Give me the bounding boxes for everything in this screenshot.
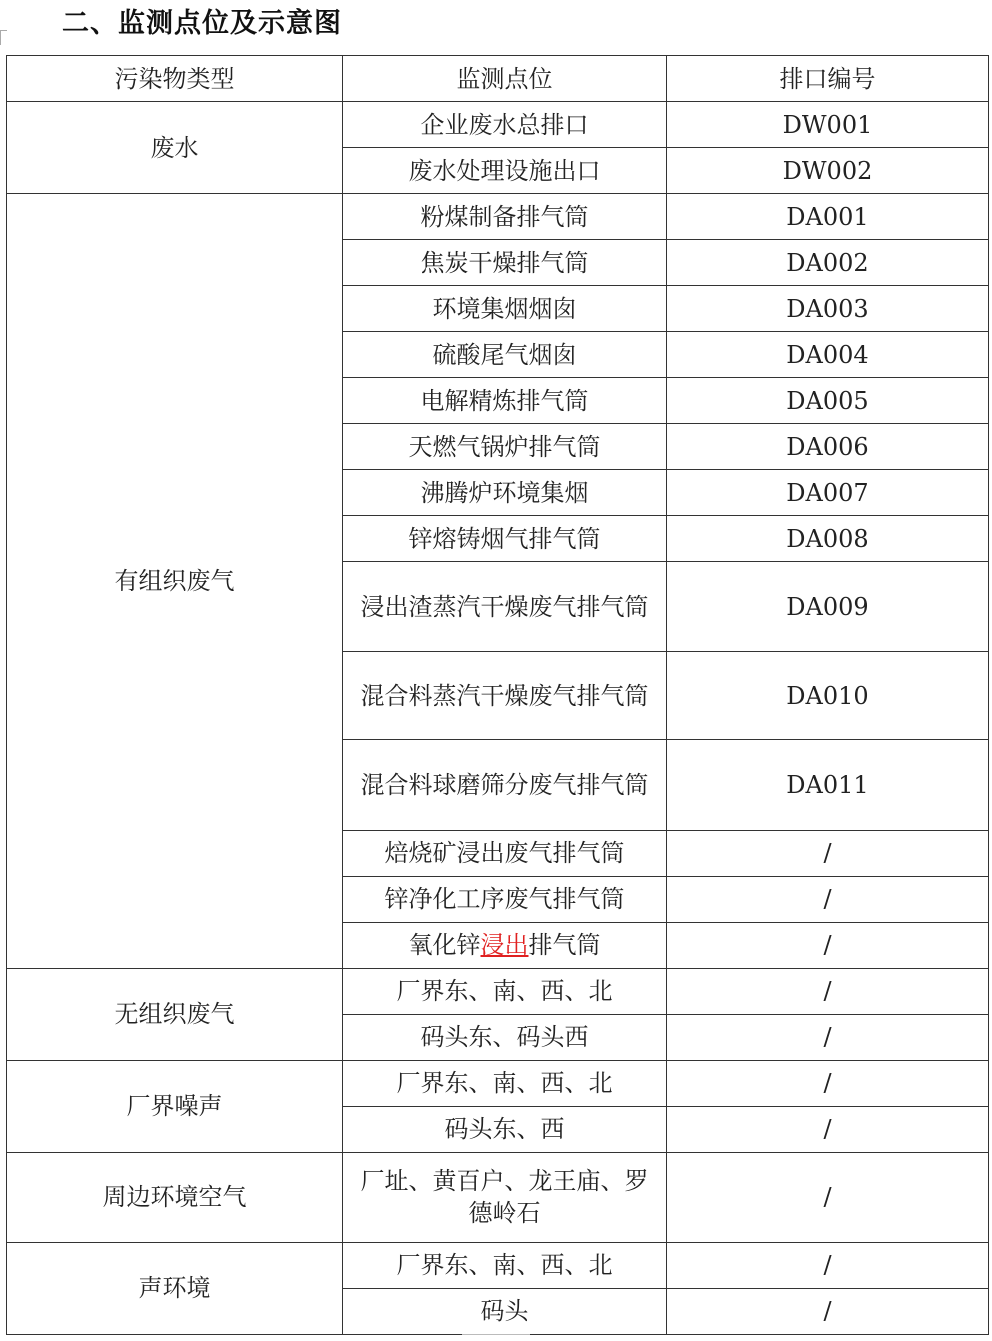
outlet-code-cell: DA008 [667,516,989,562]
pollutant-type-cell: 周边环境空气 [7,1152,343,1242]
pollutant-type-cell: 废水 [7,102,343,194]
header-outlet-code: 排口编号 [667,56,989,102]
pollutant-type-cell: 厂界噪声 [7,1060,343,1152]
pollutant-type-cell: 有组织废气 [7,194,343,969]
monitoring-point-cell: 天燃气锅炉排气筒 [343,424,667,470]
monitoring-point-cell: 混合料球磨筛分废气排气筒 [343,740,667,830]
outlet-code-cell: / [667,830,989,876]
outlet-code-cell: DA007 [667,470,989,516]
point-text-suffix: 排气筒 [528,931,601,960]
table-row [7,102,989,148]
monitoring-points-table [6,55,989,1335]
table-row [7,1060,989,1106]
outlet-code-cell: / [667,1060,989,1106]
outlet-code-cell: / [667,1152,989,1242]
table-row [7,968,989,1014]
monitoring-point-cell: 厂址、黄百户、龙王庙、罗德岭石 [343,1152,667,1242]
outlet-code-cell: / [667,1242,989,1288]
monitoring-point-cell: 硫酸尾气烟囱 [343,332,667,378]
header-monitoring-point: 监测点位 [343,56,667,102]
header-pollutant-type: 污染物类型 [7,56,343,102]
highlighted-link[interactable]: 浸出 [480,931,529,960]
outlet-code-cell: DA002 [667,240,989,286]
table-row [7,1242,989,1288]
monitoring-point-cell [343,922,667,968]
monitoring-point-cell: 厂界东、南、西、北 [343,968,667,1014]
monitoring-point-cell: 混合料蒸汽干燥废气排气筒 [343,652,667,740]
monitoring-point-cell: 浸出渣蒸汽干燥废气排气筒 [343,562,667,652]
monitoring-point-cell: 厂界东、南、西、北 [343,1242,667,1288]
monitoring-point-cell: 码头东、西 [343,1106,667,1152]
outlet-code-cell: / [667,876,989,922]
outlet-code-cell: DA003 [667,286,989,332]
monitoring-point-cell: 锌熔铸烟气排气筒 [343,516,667,562]
monitoring-point-cell: 码头 [343,1288,667,1334]
outlet-code-cell: DW001 [667,102,989,148]
outlet-code-cell: / [667,1288,989,1334]
outlet-code-cell: / [667,1014,989,1060]
monitoring-point-cell: 粉煤制备排气筒 [343,194,667,240]
outlet-code-cell: DA004 [667,332,989,378]
point-text-prefix: 氧化锌 [408,931,481,960]
outlet-code-cell: DA006 [667,424,989,470]
monitoring-point-cell: 环境集烟烟囱 [343,286,667,332]
monitoring-point-cell: 厂界东、南、西、北 [343,1060,667,1106]
outlet-code-cell: / [667,968,989,1014]
outlet-code-cell: DA010 [667,652,989,740]
pollutant-type-cell: 无组织废气 [7,968,343,1060]
outlet-code-cell: / [667,1106,989,1152]
monitoring-point-cell: 企业废水总排口 [343,102,667,148]
pollutant-type-cell: 声环境 [7,1242,343,1334]
outlet-code-cell: DA011 [667,740,989,830]
outlet-code-cell: DA001 [667,194,989,240]
monitoring-point-cell: 码头东、码头西 [343,1014,667,1060]
outlet-code-cell: DA009 [667,562,989,652]
monitoring-point-cell: 电解精炼排气筒 [343,378,667,424]
table-row [7,194,989,240]
monitoring-point-cell: 锌净化工序废气排气筒 [343,876,667,922]
monitoring-point-cell: 沸腾炉环境集烟 [343,470,667,516]
monitoring-point-cell: 焙烧矿浸出废气排气筒 [343,830,667,876]
monitoring-point-cell: 焦炭干燥排气筒 [343,240,667,286]
table-header-row [7,56,989,102]
table-row [7,1152,989,1242]
outlet-code-cell: DA005 [667,378,989,424]
monitoring-point-cell: 废水处理设施出口 [343,148,667,194]
outlet-code-cell: / [667,922,989,968]
outlet-code-cell: DW002 [667,148,989,194]
page-corner-mark [0,30,7,45]
section-heading: 二、监测点位及示意图 [62,8,342,39]
